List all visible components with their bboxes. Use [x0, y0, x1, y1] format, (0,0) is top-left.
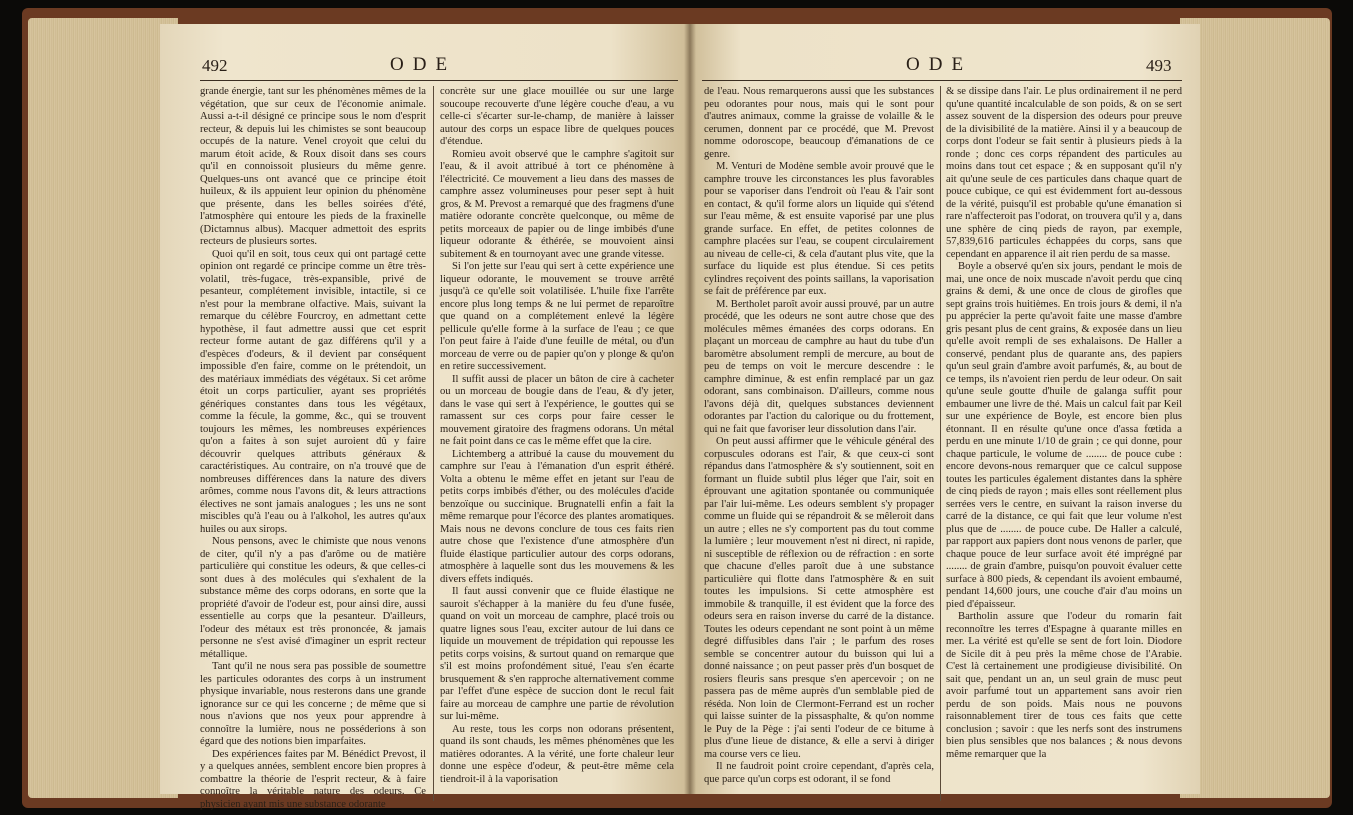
paragraph: Au reste, tous les corps non odorans présentent, quand ils sont chauds, les mêmes phénomènes que les matières odorantes. A la vérité, une forte chaleur leur donne une espèce d'odeur, & peut-être même cela tiendroit-il à la vaporisation [440, 723, 674, 785]
paragraph: On peut aussi affirmer que le véhicule général des corpuscules odorans est l'air, & que ceux-ci sont répandus dans l'atmosphère & s'y soutiennent, soit en formant un fluide subtil plus léger que l'air, soit en éprouvant une agitation spontanée ou communiquée par l'air lui-même. Les odeurs semblent s'y propager comme un fluide qui se répandroit & se mêleroit dans un autre ; elles ne s'y comportent pas du tout comme la lumière ; leur mouvement n'est ni direct, ni rapide, ni susceptible de réflexion ou de réfraction : en sorte que chacune d'elles paroît due à une substance particulière qui flotte dans l'atmosphère & en suit toutes les impulsions. Si cette atmosphère est immobile & tranquille, il est évident que la force des odeurs sera en raison inverse du carré de la distance. Toutes les odeurs cependant ne sont point à un même degré diffusibles dans l'air ; le parfum des roses semble se concentrer autour du buisson qui lui a donné naissance ; on peut passer près d'un bosquet de rosiers fleuris sans presque s'en apercevoir ; on ne passera pas de même auprès d'un semblable pied de réséda. Non loin de Clermont-Ferrand est un rocher qui laisse suinter de la pissasphalte, & qu'on nomme le Puy de la Pège : j'ai senti l'odeur de ce bitume à plus d'une lieue de distance, & elle a servi à diriger ma course vers ce lieu. [704, 436, 934, 760]
book-gutter [684, 24, 696, 794]
text-column-1 [200, 86, 426, 810]
page-edges-left [28, 18, 178, 798]
paragraph: Si l'on jette sur l'eau qui sert à cette expérience une liqueur odorante, le mouvement se trouve arrêté jusqu'à ce qu'elle soit volatilisée. L'huile fixe l'arrête encore plus long temps & ne lui permet de reparoître que quand on a complétement enlevé la légère pellicule qu'elle forme à la surface de l'eau ; ce que l'on peut faire à l'aide d'une feuille de métal, ou d'un morceau de verre ou de papier qu'on y plonge & qu'on en retire successivement. [440, 261, 674, 372]
header-rule [200, 80, 678, 81]
page-number: 492 [202, 56, 228, 75]
column-divider [433, 86, 434, 801]
paragraph: Boyle a observé qu'en six jours, pendant le mois de mai, une once de noix muscade n'avoit perdu que cinq grains & demi, & une once de clous de girofles que sept grains trois huitièmes. En trois jours & demi, il n'a pu apprécier la perte qu'avoit faite une masse d'ambre gris pesant plus de cent grains, & exposée dans un lieu qu'elle avoit rempli de ses exhalaisons. De Haller a conservé, pendant plus de quarante ans, des papiers qu'un seul grain d'ambre avoit parfumés, &, au bout de ce temps, ils n'avoient rien perdu de leur odeur. On sait qu'une seule goutte d'huile de galanga suffit pour embaumer une livre de thé. Mais un calcul fait par Keil sur une expérience de Boyle, est encore bien plus étonnant. Il en résulte qu'une once d'assa fœtida a perdu en une minute 1/10 de grain ; ce qui donne, pour chaque particule, le volume de ........ de pouce cube : encore devons-nous remarquer que ce calcul suppose toutes les particules également distantes dans la sphère de cinq pieds de rayon ; mais elles sont réellement plus serrées vers le centre, en suivant la raison inverse du carré de la distance, ce qui fait que leur volume n'est plus que de ........ de pouce cube. De Haller a calculé, par rapport aux papiers dont nous venons de parler, que chaque pouce de leur surface avoit été imprégné par ........ de grain d'ambre, puisqu'on pouvoit évaluer cette surface à 800 pieds, & cependant ils avoient embaumé, pendant 14,600 jours, une couche d'air d'au moins un pied d'épaisseur. [946, 261, 1182, 610]
paragraph: de l'eau. Nous remarquerons aussi que les substances peu odorantes pour nous, mais qui le sont pour d'autres animaux, comme la graisse de volaille & le cerumen, donnent par ce procédé, que M. Prevost nomme odoroscope, beaucoup d'émanations de ce genre. [704, 86, 934, 160]
text-column-2 [440, 86, 674, 806]
page-number: 493 [1146, 56, 1172, 75]
right-page [690, 24, 1200, 794]
text-column-1 [704, 86, 934, 806]
running-head: ODE [390, 54, 457, 75]
paragraph: M. Venturi de Modène semble avoir prouvé que le camphre trouve les circonstances les plus favorables pour se vaporiser dans l'endroit où l'eau & l'air sont en contact, & qu'il forme alors un liquide qui s'étend sur l'eau même, & est ensuite vaporisé par une plus grande surface. En effet, de petites colonnes de camphre placées sur l'eau, se coupent circulairement au niveau de celle-ci, & cela d'autant plus vite, que la surface du liquide est plus étendue. Si ces petits cylindres reçoivent des points saillans, la vaporisation se fait de préférence par eux. [704, 161, 934, 297]
paragraph: Il ne faudroit point croire cependant, d'après cela, que parce qu'un corps est odorant, il se fond [704, 761, 934, 785]
paragraph: Bartholin assure que l'odeur du romarin fait reconnoître les terres d'Espagne à quarante milles en mer. La vérité est qu'elle se sent de fort loin. Diodore de Sicile dit à peu près la même chose de l'Arabie. C'est là certainement une prodigieuse divisibilité. On sait que, pendant un an, un seul grain de musc peut avoir parfumé tout un appartement sans avoir rien perdu de son poids. Mais nous ne pouvons raisonnablement tirer de tous ces faits que cette conclusion ; savoir : que les nerfs sont des instrumens bien plus sensibles que nos balances ; & nous devons même remarquer que la [946, 611, 1182, 760]
paragraph: M. Bertholet paroît avoir aussi prouvé, par un autre procédé, que les odeurs ne sont autre chose que des molécules mêmes émanées des corps odorans. En plaçant un morceau de camphre au haut du tube d'un baromètre absolument rempli de mercure, au bout de peu de temps on voit le mercure descendre : le camphre diminue, & est enfin remplacé par un gaz odorant, sans combinaison. D'ailleurs, comme nous l'avons déjà dit, quelques substances deviennent odorantes par l'action du calorique ou du frottement, qui ne fait que favoriser leur dissolution dans l'air. [704, 298, 934, 435]
running-head: ODE [906, 54, 973, 75]
paragraph: Il suffit aussi de placer un bâton de cire à cacheter ou un morceau de bougie dans de l'eau, & d'y jeter, dans le vase qui sert à l'expérience, le gouttes qui se ramassent sur ces corps pour faire cesser le mouvement giratoire des fragmens odorans. Un métal ne fait point dans ce cas le même effet que la cire. [440, 373, 674, 447]
paragraph: Romieu avoit observé que le camphre s'agitoit sur l'eau, & il avoit attribué à tort ce phénomène à l'électricité. Ce mouvement a lieu dans des masses de camphre assez volumineuses pour peser sept à huit gros, & M. Prevost a remarqué que des fragmens d'une matière odorante concrète quelconque, ou même de petits morceaux de papier ou de linge imbibés d'une liqueur odorante & éthérée, se mouvoient ainsi subitement & en tournoyant avec une grande vitesse. [440, 148, 674, 260]
paragraph: Tant qu'il ne nous sera pas possible de soumettre les particules odorantes des corps à un instrument physique invariable, nous resterons dans une grande ignorance sur ce qui les concerne ; de même que si nous n'avions que nos yeux pour apprendre à connoître la lumière, nous ne posséderions à son égard que des notions bien imparfaites. [200, 661, 426, 747]
header-rule [702, 80, 1182, 81]
paragraph: Des expériences faites par M. Bénédict Prevost, il y a quelques années, semblent encore bien propres à combattre la théorie de l'esprit recteur, & à faire connoître la véritable nature des odeurs. Ce physicien ayant mis une substance odorante [200, 748, 426, 810]
paragraph: concrète sur une glace mouillée ou sur une large soucoupe recouverte d'une légère couche d'eau, a vu celle-ci s'écarter sur-le-champ, de manière à laisser autour des corps un espace libre de quelques pouces d'étendue. [440, 86, 674, 147]
page-edges-right [1180, 18, 1330, 798]
column-divider [940, 86, 941, 801]
paragraph: & se dissipe dans l'air. Le plus ordinairement il ne perd qu'une quantité incalculable de son poids, & on se sert assez souvent de la dispersion des odeurs pour preuve de la divisibilité de la matière. Ainsi il y a beaucoup de corps dont l'odeur se fait sentir à plusieurs pieds à la ronde ; donc ces corps répandent des particules au moins dans tout cet espace ; & en supposant qu'il n'y ait qu'une seule de ces particules dans chaque quart de pouce cubique, ce qui est évidemment fort au-dessous de la vérité, puisqu'il est probable qu'une émanation si rare n'affecteroit pas l'odorat, on trouvera qu'il y a, dans une sphère de cinq pieds de rayon, par exemple, 57,839,616 particules échappées du corps, sans que cependant en apparence il ait rien perdu de sa masse. [946, 86, 1182, 260]
paragraph: Quoi qu'il en soit, tous ceux qui ont partagé cette opinion ont regardé ce principe comme un être très-volatil, très-fugace, très-expansible, privé de pesanteur, complétement invisible, intactile, si ce n'est pour la membrane olfactive. Mais, suivant la remarque du célèbre Fourcroy, en admettant cette hypothèse, il faut admettre aussi que cet esprit recteur forme autant de gaz différens qu'il y a d'espèces d'odeurs, & il devient par conséquent impossible d'en faire, comme on le prétendoit, un des matériaux immédiats des végétaux. Si cet arôme étoit un corps particulier, ayant ses propriétés génériques constantes dans tous les végétaux, comme la fécule, la gomme, &c., qui se trouvent toujours les mêmes, les nombreuses expériences qu'on a faites à son sujet auroient dû y faire découvrir quelques attributs généraux & caractéristiques. Au contraire, on n'a trouvé que de nombreuses différences dans la nature des divers arômes, comme nous l'avons dit, & leurs attractions électives ne sont jamais analogues ; les uns ne sont miscibles qu'à l'eau ou à l'alkohol, les autres qu'aux huiles ou aux sirops. [200, 248, 426, 535]
paragraph: Lichtemberg a attribué la cause du mouvement du camphre sur l'eau à l'émanation d'un esprit éthéré. Volta a obtenu le même effet en jetant sur l'eau de petits corps imbibés d'éther, ou des molécules d'acide benzoïque ou succinique. Brugnatelli enfin a fait la même remarque pour l'écorce des plantes aromatiques. Mais nous ne devons conclure de tous ces faits rien autre chose que l'existence d'une atmosphère d'un fluide élastique particulier autour des corps odorans, atmosphère à laquelle sont dus les mouvemens & les divers effets indiqués. [440, 448, 674, 585]
paragraph: Nous pensons, avec le chimiste que nous venons de citer, qu'il n'y a pas d'arôme ou de matière particulière qui constitue les odeurs, & que celles-ci sont dues à des molécules qui s'exhalent de la substance même des corps odorans, en sorte que la propriété d'avoir de l'odeur est, pour ainsi dire, aussi essentielle au corps que la pesanteur. D'ailleurs, l'odeur des métaux est très prononcée, & jamais personne ne s'est avisé d'imaginer un esprit recteur métallique. [200, 536, 426, 660]
paragraph: Il faut aussi convenir que ce fluide élastique ne sauroit s'échapper à la manière du feu d'une fusée, quand on voit un morceau de camphre, placé trois ou quatre lignes sous l'eau, exciter autour de lui dans ce liquide un mouvement de trépidation qui repousse les petits corps voisins, & surtout quand on remarque que s'il est moins profondément situé, l'eau s'en écarte brusquement & s'en rapproche alternativement comme par l'effet d'une espèce de succion dont le recul fait faire au morceau de camphre une partie de révolution sur lui-même. [440, 586, 674, 722]
left-page [160, 24, 690, 810]
paragraph: grande énergie, tant sur les phénomènes mêmes de la végétation, que sur ceux de l'économie animale. Aussi a-t-il désigné ce principe sous le nom d'esprit recteur, & depuis lui les chimistes se sont beaucoup occupés de la nature. Venel croyoit que celui du marum étoit acide, & Roux disoit dans ses cours qu'il en connoissoit plusieurs du même genre. Quelques-uns ont avancé que ce principe étoit huileux, & ils appuient leur opinion du phénomène que présente, dans les belles soirées d'été, l'atmosphère qui entoure les pieds de la fraxinelle (Dictamnus albus). Macquer admettoit des esprits recteurs de plusieurs sortes. [200, 86, 426, 247]
text-column-2 [946, 86, 1182, 806]
